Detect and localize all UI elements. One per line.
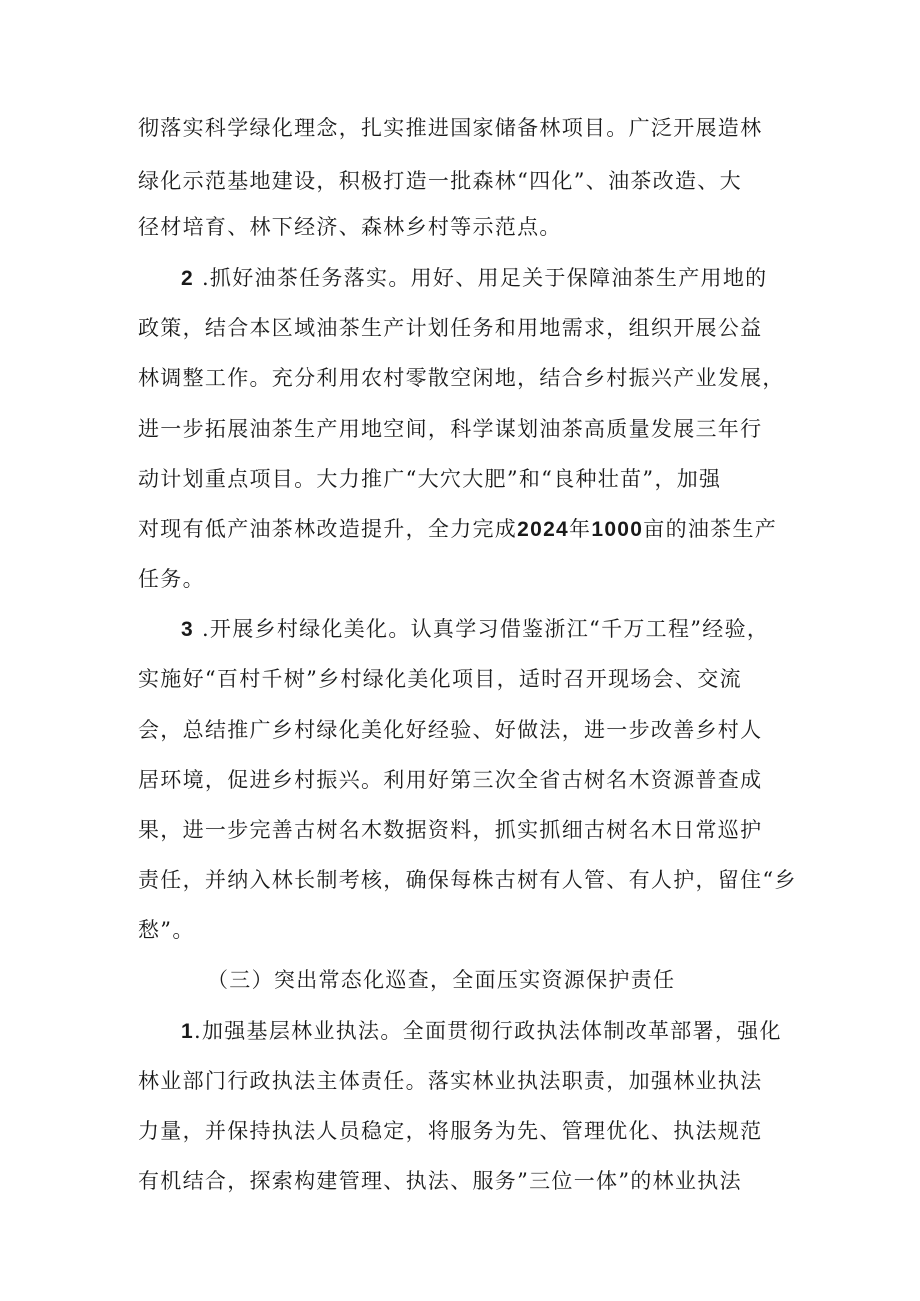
paragraph-line: 会，总结推广乡村绿化美化好经验、好做法，进一步改善乡村人 <box>138 718 763 742</box>
paragraph-line: 果，进一步完善古树名木数据资料，抓实抓细古树名木日常巡护 <box>138 818 763 842</box>
paragraph-line: 动计划重点项目。大力推广“大穴大肥”和“良种壮苗”，加强 <box>138 467 722 491</box>
paragraph-line: 彻落实科学绿化理念，扎实推进国家储备林项目。广泛开展造林 <box>138 116 763 140</box>
paragraph-line: 绿化示范基地建设，积极打造一批森林“四化”、油茶改造、大 <box>138 169 742 193</box>
paragraph-text: .加强基层林业执法。全面贯彻行政执法体制改革部署，强化 <box>193 1019 782 1043</box>
bold-number: 2024 <box>517 518 570 541</box>
paragraph-line: 政策，结合本区域油茶生产计划任务和用地需求，组织开展公益 <box>138 316 763 340</box>
paragraph-line: 径材培育、林下经济、森林乡村等示范点。 <box>138 215 562 239</box>
item-number: 2 <box>181 267 194 290</box>
paragraph-text: .开展乡村绿化美化。认真学习借鉴浙江“千万工程”经验， <box>193 617 770 641</box>
paragraph-line: 有机结合，探索构建管理、执法、服务”三位一体”的林业执法 <box>138 1169 742 1193</box>
bold-number: 1000 <box>591 518 644 541</box>
paragraph-line: 进一步拓展油茶生产用地空间，科学谋划油茶高质量发展三年行 <box>138 417 763 441</box>
paragraph-line: 力量，并保持执法人员稳定，将服务为先、管理优化、执法规范 <box>138 1119 763 1143</box>
paragraph-line: 林调整工作。充分利用农村零散空闲地，结合乡村振兴产业发展， <box>138 366 785 390</box>
section-heading: （三）突出常态化巡查，全面压实资源保护责任 <box>207 968 676 992</box>
item-number: 3 <box>181 618 194 641</box>
paragraph-line: 林业部门行政执法主体责任。落实林业执法职责，加强林业执法 <box>138 1069 763 1093</box>
item-number: 1 <box>181 1020 194 1043</box>
paragraph-text: .抓好油茶任务落实。用好、用足关于保障油茶生产用地的 <box>193 266 768 290</box>
paragraph-line: 对现有低产油茶林改造提升，全力完成2024年1000亩的油茶生产 <box>138 517 778 541</box>
list-item-3-first-line <box>181 609 841 649</box>
list-item-1-first-line <box>181 1011 841 1051</box>
paragraph-line: 任务。 <box>138 567 205 591</box>
paragraph-line: 责任，并纳入林长制考核，确保每株古树有人管、有人护，留住“乡 <box>138 868 797 892</box>
paragraph-line: 居环境，促进乡村振兴。利用好第三次全省古树名木资源普查成 <box>138 768 763 792</box>
list-item-2-first-line <box>181 258 841 298</box>
paragraph-line: 愁”。 <box>138 918 195 942</box>
paragraph-line: 实施好“百村千树”乡村绿化美化项目，适时召开现场会、交流 <box>138 667 742 691</box>
